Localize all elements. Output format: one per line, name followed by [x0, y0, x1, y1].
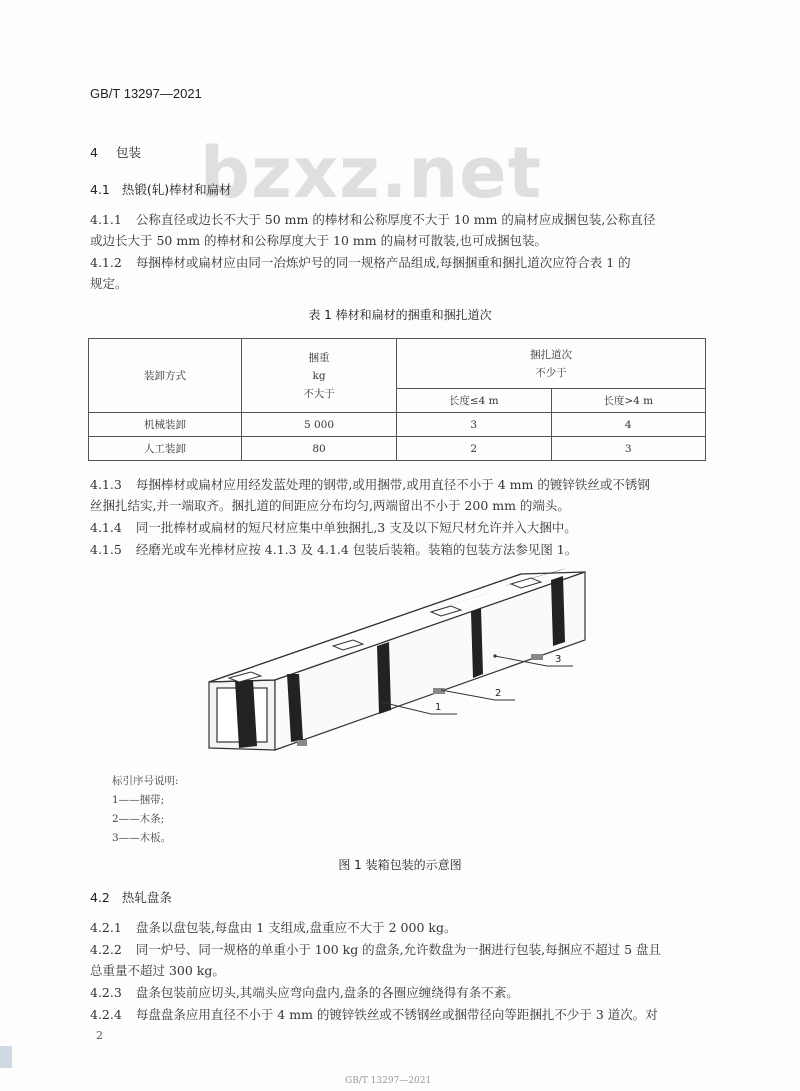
section-heading	[90, 143, 141, 161]
header-weight	[242, 339, 397, 413]
table-caption: 表 1 棒材和扁材的捆重和捆扎道次	[308, 308, 492, 322]
clause-4-1-1	[90, 209, 730, 251]
clause-4-2-2	[90, 939, 730, 981]
header-times	[397, 339, 706, 389]
clause-text: 丝捆扎结实,并一端取齐。捆扎道的间距应分布均匀,两端留出不小于 200 mm 的端头。	[90, 498, 570, 513]
clause-4-1-5	[90, 539, 730, 560]
table-row	[89, 437, 706, 461]
section-number: 4	[90, 145, 98, 160]
subsection-title: 热轧盘条	[121, 890, 172, 905]
clause-number: 4.1.1	[90, 212, 122, 227]
callout-dot	[493, 654, 496, 657]
table-row	[89, 413, 706, 437]
clause-4-2-4	[90, 1004, 730, 1025]
header-length-le: 长度≤4 m	[397, 389, 552, 413]
cell-times-le: 3	[397, 413, 552, 437]
cell-times-gt: 3	[551, 437, 706, 461]
clause-text: 或边长大于 50 mm 的棒材和公称厚度大于 10 mm 的扁材可散装,也可成捆包装。	[90, 233, 548, 248]
corner-tab	[0, 1046, 12, 1068]
clause-number: 4.2.3	[90, 985, 122, 1000]
clause-text: 总重量不超过 300 kg。	[90, 963, 225, 978]
clause-text: 每捆棒材或扁材应用经发蓝处理的钢带,或用捆带,或用直径不小于 4 mm 的镀锌铁丝或不锈钢	[135, 477, 650, 492]
legend-item: 3——木板。	[112, 832, 172, 844]
clause-text: 公称直径或边长不大于 50 mm 的棒材和公称厚度不大于 10 mm 的扁材应成捆包装,公称直径	[135, 212, 656, 227]
clause-number: 4.2.2	[90, 942, 122, 957]
clause-text: 经磨光或车光棒材应按 4.1.3 及 4.1.4 包装后装箱。装箱的包装方法参见图 1。	[135, 542, 578, 557]
clause-number: 4.1.4	[90, 520, 122, 535]
clause-4-1-2	[90, 252, 730, 294]
cell-weight: 80	[242, 437, 397, 461]
cell-times-le: 2	[397, 437, 552, 461]
header-weight-unit: kg	[312, 369, 326, 382]
section-title: 包装	[115, 145, 141, 160]
subsection-number: 4.1	[90, 182, 110, 197]
footer-text: GB/T 13297—2021	[345, 1076, 432, 1086]
header-times-limit: 不少于	[535, 366, 567, 379]
header-weight-line: 捆重	[308, 351, 330, 364]
legend-item: 2——木条;	[112, 813, 165, 825]
standard-number: GB/T 13297—2021	[90, 86, 202, 101]
clause-4-2-3	[90, 982, 730, 1003]
clause-number: 4.1.5	[90, 542, 122, 557]
table-1	[88, 338, 706, 461]
cell-mode: 机械装卸	[89, 413, 242, 437]
callout-2: 2	[495, 688, 502, 699]
crate-outline	[209, 572, 585, 750]
clause-4-1-4	[90, 517, 730, 538]
cell-weight: 5 000	[242, 413, 397, 437]
legend-title: 标引序号说明:	[112, 775, 179, 787]
clause-text: 每捆棒材或扁材应由同一冶炼炉号的同一规格产品组成,每捆捆重和捆扎道次应符合表 1 的	[135, 255, 631, 270]
header-weight-limit: 不大于	[303, 387, 335, 400]
subsection-number: 4.2	[90, 890, 110, 905]
clause-text: 盘条包装前应切头,其端头应弯向盘内,盘条的各圈应缠绕得有条不紊。	[135, 985, 519, 1000]
clause-text: 规定。	[90, 276, 128, 291]
figure-caption: 图 1 装箱包装的示意图	[338, 858, 462, 872]
clause-number: 4.2.4	[90, 1007, 122, 1022]
header-length-gt: 长度>4 m	[551, 389, 706, 413]
subsection-heading	[90, 180, 232, 198]
header-times-line: 捆扎道次	[530, 348, 572, 361]
clause-text: 每盘盘条应用直径不小于 4 mm 的镀锌铁丝或不锈钢丝或捆带径向等距捆扎不少于 3 道次。对	[135, 1007, 658, 1022]
subsection-title: 热锻(轧)棒材和扁材	[121, 182, 232, 197]
clause-text: 同一炉号、同一规格的单重小于 100 kg 的盘条,允许数盘为一捆进行包装,每捆应不超过 5 盘且	[135, 942, 662, 957]
figure-legend	[112, 772, 179, 848]
header-mode: 装卸方式	[89, 339, 242, 413]
subsection-heading	[90, 888, 172, 906]
cell-times-gt: 4	[551, 413, 706, 437]
clause-number: 4.1.2	[90, 255, 122, 270]
clause-number: 4.2.1	[90, 920, 122, 935]
clause-text: 同一批棒材或扁材的短尺材应集中单独捆扎,3 支及以下短尺材允许并入大捆中。	[135, 520, 577, 535]
clause-4-2-1	[90, 917, 730, 938]
cell-mode: 人工装卸	[89, 437, 242, 461]
crate-figure	[195, 562, 615, 762]
clause-number: 4.1.3	[90, 477, 122, 492]
clause-4-1-3	[90, 474, 730, 516]
callout-1: 1	[435, 702, 442, 713]
legend-item: 1——捆带;	[112, 794, 165, 806]
callout-3: 3	[555, 654, 562, 665]
page-number: 2	[96, 1029, 103, 1042]
watermark: bzxz.net	[200, 132, 543, 214]
clause-text: 盘条以盘包装,每盘由 1 支组成,盘重应不大于 2 000 kg。	[135, 920, 457, 935]
